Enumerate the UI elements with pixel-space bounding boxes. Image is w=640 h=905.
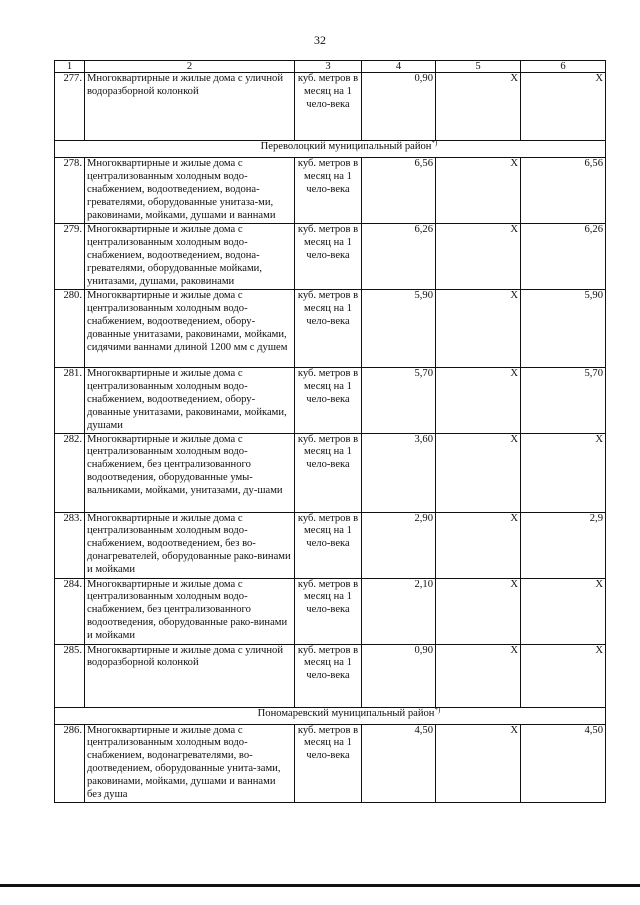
column-5-value: Х: [436, 290, 521, 368]
unit-of-measure: куб. метров в месяц на 1 чело-века: [295, 433, 362, 512]
norm-value: 4,50: [362, 724, 436, 802]
unit-of-measure: куб. метров в месяц на 1 чело-века: [295, 724, 362, 802]
housing-type-description: Многоквартирные и жилые дома с централизованным холодным водо-снабжением, водонагревателями, во-доотведением, оборудованные унита-зами, раковинами, мойками, душами и ваннами без душа: [85, 724, 295, 802]
norm-value: 6,56: [362, 158, 436, 224]
norm-value: 2,10: [362, 578, 436, 644]
row-number: 278.: [55, 158, 85, 224]
row-number: 284.: [55, 578, 85, 644]
column-6-value: Х: [521, 73, 606, 141]
row-number: 281.: [55, 368, 85, 434]
column-5-value: Х: [436, 368, 521, 434]
unit-of-measure: куб. метров в месяц на 1 чело-века: [295, 290, 362, 368]
table-row: [55, 368, 606, 434]
housing-type-description: Многоквартирные и жилые дома с уличной водоразборной колонкой: [85, 644, 295, 707]
housing-type-description: Многоквартирные и жилые дома с централизованным холодным водо-снабжением, водоотведением, обору-дованные унитазами, раковинами, мойками, душами: [85, 368, 295, 434]
norm-value: 0,90: [362, 644, 436, 707]
row-number: 277.: [55, 73, 85, 141]
table-row: [55, 290, 606, 368]
column-number: 4: [362, 61, 436, 73]
column-5-value: Х: [436, 724, 521, 802]
norm-value: 0,90: [362, 73, 436, 141]
column-6-value: Х: [521, 578, 606, 644]
housing-type-description: Многоквартирные и жилые дома с централизованным холодным водо-снабжением, водоотведением, без во-донагревателей, оборудованные рако-винами и мойками: [85, 512, 295, 578]
norm-value: 2,90: [362, 512, 436, 578]
table-row: [55, 224, 606, 290]
unit-of-measure: куб. метров в месяц на 1 чело-века: [295, 578, 362, 644]
column-number: 1: [55, 61, 85, 73]
table-row: [55, 73, 606, 141]
column-6-value: 6,56: [521, 158, 606, 224]
column-6-value: 5,70: [521, 368, 606, 434]
housing-type-description: Многоквартирные и жилые дома с уличной водоразборной колонкой: [85, 73, 295, 141]
table-row: [55, 158, 606, 224]
table-row: [55, 578, 606, 644]
footnote-mark: *): [434, 705, 441, 714]
row-number: 286.: [55, 724, 85, 802]
table-row: [55, 433, 606, 512]
table-row: [55, 512, 606, 578]
housing-type-description: Многоквартирные и жилые дома с централизованным холодным водо-снабжением, без централизованного водоотведения, оборудованные рако-винами и мойками: [85, 578, 295, 644]
housing-type-description: Многоквартирные и жилые дома с централизованным холодным водо-снабжением, водоотведением, водона-гревателями, оборудованные мойками, унитазами, душами, раковинами: [85, 224, 295, 290]
unit-of-measure: куб. метров в месяц на 1 чело-века: [295, 224, 362, 290]
row-number: 283.: [55, 512, 85, 578]
housing-type-description: Многоквартирные и жилые дома с централизованным холодным водо-снабжением, водоотведением, обору-дованные унитазами, раковинами, мойками, сидячими ваннами длиной 1200 мм с душем: [85, 290, 295, 368]
housing-type-description: Многоквартирные и жилые дома с централизованным холодным водо-снабжением, водоотведением, водона-гревателями, оборудованные унитаза-ми, раковинами, мойками, душами и ваннами: [85, 158, 295, 224]
column-5-value: Х: [436, 644, 521, 707]
unit-of-measure: куб. метров в месяц на 1 чело-века: [295, 512, 362, 578]
section-label: Пономаревский муниципальный район: [257, 707, 435, 719]
unit-of-measure: куб. метров в месяц на 1 чело-века: [295, 368, 362, 434]
section-row-ponomarevsky: [55, 707, 606, 724]
column-5-value: Х: [436, 73, 521, 141]
column-6-value: 4,50: [521, 724, 606, 802]
section-heading: [55, 141, 606, 158]
column-5-value: Х: [436, 158, 521, 224]
row-number: 282.: [55, 433, 85, 512]
footnote-mark: *): [431, 139, 438, 147]
column-number: 5: [436, 61, 521, 73]
column-number: 6: [521, 61, 606, 73]
unit-of-measure: куб. метров в месяц на 1 чело-века: [295, 73, 362, 141]
column-number: 2: [85, 61, 295, 73]
table-row: [55, 644, 606, 707]
consumption-norms-table: [54, 60, 606, 803]
housing-type-description: Многоквартирные и жилые дома с централизованным холодным водо-снабжением, без централизованного водоотведения, оборудованные умы-вальниками, мойками, унитазами, ду-шами: [85, 433, 295, 512]
unit-of-measure: куб. метров в месяц на 1 чело-века: [295, 644, 362, 707]
unit-of-measure: куб. метров в месяц на 1 чело-века: [295, 158, 362, 224]
table-row: [55, 724, 606, 802]
norm-value: 6,26: [362, 224, 436, 290]
column-number-row: [55, 61, 606, 73]
table-body: [55, 61, 606, 803]
column-6-value: Х: [521, 433, 606, 512]
row-number: 285.: [55, 644, 85, 707]
column-number: 3: [295, 61, 362, 73]
section-row-perevolotsky: [55, 141, 606, 158]
norm-value: 5,90: [362, 290, 436, 368]
section-heading: [55, 707, 606, 724]
column-6-value: 5,90: [521, 290, 606, 368]
row-number: 279.: [55, 224, 85, 290]
row-number: 280.: [55, 290, 85, 368]
norm-value: 3,60: [362, 433, 436, 512]
column-6-value: 6,26: [521, 224, 606, 290]
column-6-value: 2,9: [521, 512, 606, 578]
column-5-value: Х: [436, 512, 521, 578]
norm-value: 5,70: [362, 368, 436, 434]
column-5-value: Х: [436, 433, 521, 512]
column-5-value: Х: [436, 578, 521, 644]
column-6-value: Х: [521, 644, 606, 707]
page-number: 32: [314, 33, 326, 47]
bottom-rule: [0, 884, 640, 887]
column-5-value: Х: [436, 224, 521, 290]
section-label: Переволоцкий муниципальный район: [260, 141, 432, 152]
